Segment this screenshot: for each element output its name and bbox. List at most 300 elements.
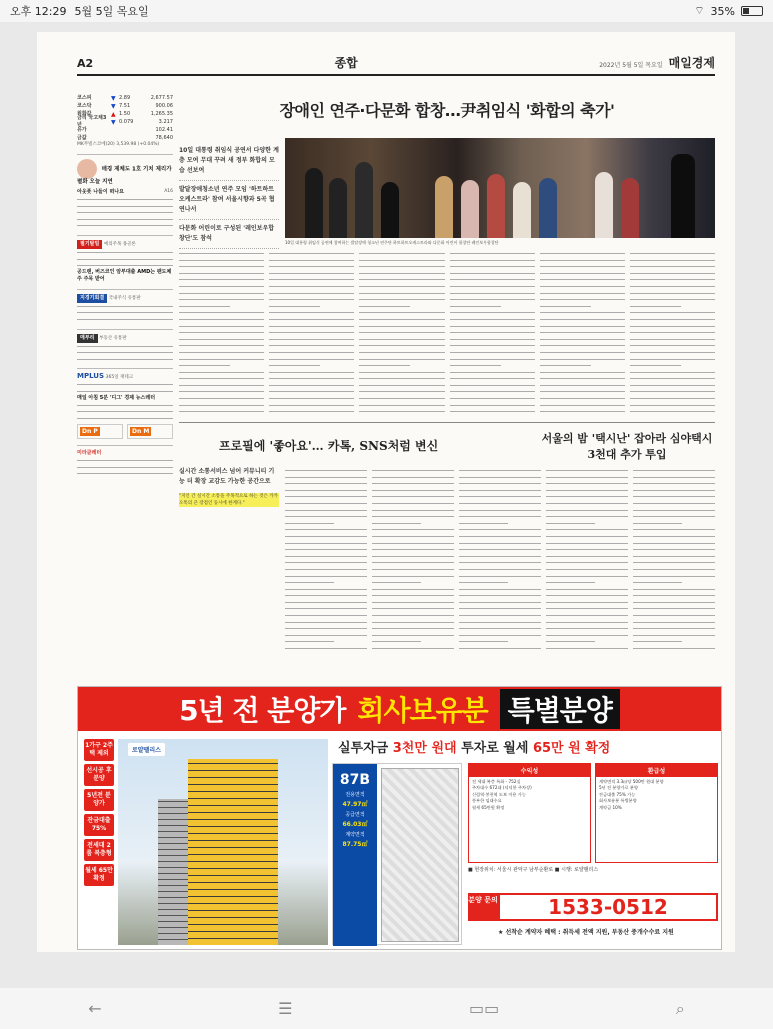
- text-line: [633, 619, 715, 626]
- text-line: [372, 507, 454, 514]
- back-icon[interactable]: ←: [88, 999, 102, 1018]
- plan-drawing: [381, 768, 459, 942]
- text-line: [540, 276, 625, 283]
- text-line: [633, 513, 715, 520]
- wifi-icon: ⌔: [694, 4, 705, 17]
- yield-item: 풍부한 임대수요: [472, 798, 502, 804]
- text-line: [540, 263, 625, 270]
- text-line: [633, 520, 682, 527]
- text-line: [372, 579, 421, 586]
- text-line: [269, 276, 354, 283]
- text-line: [630, 263, 715, 270]
- article-1-photo[interactable]: [285, 138, 715, 238]
- text-line: [540, 316, 625, 323]
- text-line: [372, 566, 454, 573]
- text-line: [372, 592, 454, 599]
- text-line: [546, 638, 595, 645]
- text-line: [372, 533, 454, 540]
- text-line: [285, 599, 367, 606]
- text-line: [630, 283, 715, 290]
- text-line: [285, 592, 367, 599]
- text-line: [372, 586, 454, 593]
- sidebar-block-3: [77, 289, 173, 323]
- text-line: [630, 309, 715, 316]
- text-line: [285, 526, 367, 533]
- yield-item: 주차대수 672대 (넉넉한 주차장): [472, 785, 532, 791]
- text-line: [359, 388, 444, 395]
- text-line: [459, 526, 541, 533]
- text-line: [359, 395, 444, 402]
- status-time: 오후 12:29: [10, 5, 67, 18]
- text-line: [285, 487, 367, 494]
- text-line: [269, 395, 354, 402]
- text-line: [359, 309, 444, 316]
- page-header: [77, 54, 715, 76]
- text-line: [546, 645, 628, 652]
- text-line: [372, 480, 454, 487]
- text-line: [372, 619, 454, 626]
- search-icon[interactable]: ⌕: [675, 998, 685, 1018]
- text-line: [546, 546, 628, 553]
- article-2-subheads: [179, 467, 279, 507]
- badge-3-desc: 부동산 유통판: [99, 335, 127, 341]
- text-line: [459, 513, 541, 520]
- avatar: [77, 159, 97, 179]
- text-line: [450, 375, 535, 382]
- text-line: [179, 303, 230, 310]
- text-line: [633, 612, 715, 619]
- text-line: [630, 336, 715, 343]
- text-line: [372, 467, 454, 474]
- text-line: [372, 605, 454, 612]
- text-line: [546, 586, 628, 593]
- text-line: [372, 559, 454, 566]
- text-line: [372, 553, 454, 560]
- text-line: [269, 375, 354, 382]
- text-line: [372, 513, 454, 520]
- market-row: 코스닥 ▼ 7.51 900.06: [77, 102, 173, 110]
- text-line: [540, 356, 625, 363]
- ad-info: [468, 763, 718, 863]
- text-line: [546, 559, 628, 566]
- text-line: [359, 270, 444, 277]
- main-content: [179, 94, 715, 506]
- text-line: [179, 316, 264, 323]
- text-line: [359, 276, 444, 283]
- text-line: [179, 336, 264, 343]
- text-line: [179, 323, 264, 330]
- text-line: [359, 290, 444, 297]
- ad-title-2: 회사보유분: [357, 694, 488, 727]
- down-arrow-icon: ▼: [111, 118, 116, 126]
- refund-item: 회사보유분 특별분양: [599, 798, 637, 804]
- text-line: [359, 329, 444, 336]
- plan-type: 87B 전용면적 47.97㎡ 공급면적 66.03㎡ 계약면적 87.75㎡: [333, 764, 377, 946]
- text-line: [540, 270, 625, 277]
- text-line: [540, 283, 625, 290]
- text-line: [285, 500, 367, 507]
- spread-view-icon[interactable]: ▭▭: [469, 999, 500, 1018]
- text-line: [269, 329, 354, 336]
- text-line: [459, 500, 541, 507]
- sidebar-block-6: [77, 445, 173, 477]
- text-line: [546, 599, 628, 606]
- text-line: [372, 520, 421, 527]
- text-line: [633, 474, 715, 481]
- text-line: [285, 553, 367, 560]
- text-line: [459, 619, 541, 626]
- text-line: [633, 573, 715, 580]
- newspaper-page[interactable]: [37, 32, 735, 952]
- text-line: [359, 362, 410, 369]
- battery-text: 35%: [710, 4, 735, 18]
- text-line: [179, 382, 264, 389]
- refund-item: 잔금대출 75% 가능: [599, 791, 636, 797]
- text-line: [359, 257, 444, 264]
- text-line: [540, 408, 625, 415]
- text-line: [285, 480, 367, 487]
- ad-floor-plan: [332, 763, 462, 945]
- text-line: [179, 369, 264, 376]
- text-line: [269, 388, 354, 395]
- text-line: [540, 329, 625, 336]
- text-line: [359, 408, 444, 415]
- mplus-desc: 365일 재테크: [105, 375, 134, 381]
- ad-title-3: 특별분양: [500, 689, 620, 729]
- text-line: [633, 605, 715, 612]
- ad-badges: [84, 739, 114, 886]
- page-number: A2: [77, 57, 94, 70]
- down-arrow-icon: ▼: [111, 94, 116, 102]
- text-line: [372, 500, 454, 507]
- text-line: [372, 540, 454, 547]
- ad-footer: ★ 선착순 계약자 혜택 : 취득세 전액 지원, 부동산 중개수수료 지원: [498, 929, 674, 936]
- refund-item: 계약면적 3.3㎡당 500만 원대 분양: [599, 779, 664, 784]
- text-line: [459, 467, 541, 474]
- text-line: [633, 599, 715, 606]
- text-line: [459, 566, 541, 573]
- text-line: [359, 356, 444, 363]
- sidebar-block-4: [77, 329, 173, 363]
- text-line: [285, 533, 367, 540]
- text-line: [285, 632, 367, 639]
- article-1-subheads: [179, 142, 279, 249]
- text-line: [630, 382, 715, 389]
- mplus-headline: 매일 아침 5분 '디그' 경제 뉴스레터: [77, 394, 156, 401]
- text-line: [546, 533, 628, 540]
- logo-dnm: Dn M: [127, 424, 173, 439]
- text-line: [285, 559, 367, 566]
- text-line: [450, 270, 535, 277]
- text-line: [285, 573, 367, 580]
- text-line: [540, 362, 591, 369]
- text-line: [269, 309, 354, 316]
- ad-badge: 5년전 분양가: [84, 789, 114, 811]
- text-line: [546, 526, 628, 533]
- badge-3: 매부리: [77, 334, 98, 343]
- text-line: [359, 316, 444, 323]
- text-line: [630, 276, 715, 283]
- ad-building-image: [118, 739, 328, 945]
- text-line: [459, 599, 541, 606]
- ad-badge: 1가구 2주택 제외: [84, 739, 114, 761]
- sidebar-block-1-page: A16: [164, 189, 173, 194]
- text-line: [269, 283, 354, 290]
- badge-1: 필기탈밀: [77, 240, 102, 249]
- text-line: [633, 480, 715, 487]
- text-line: [630, 349, 715, 356]
- text-line: [630, 257, 715, 264]
- text-line: [450, 263, 535, 270]
- text-line: [633, 645, 715, 652]
- text-line: [285, 645, 367, 652]
- text-line: [546, 566, 628, 573]
- text-line: [372, 573, 454, 580]
- text-line: [359, 283, 444, 290]
- ad-building-name: 로얄팰리스: [128, 743, 165, 756]
- text-line: [179, 257, 264, 264]
- sidebar-block-1-title: 매경 제체도 1호 기치 제리가 펼화 오늘 지연: [77, 166, 172, 185]
- text-line: [630, 290, 715, 297]
- text-line: [269, 296, 354, 303]
- page-list-icon[interactable]: ☰: [278, 999, 293, 1018]
- issue-date: 2022년 5월 5일 목요일: [599, 62, 663, 69]
- text-line: [285, 467, 367, 474]
- text-line: [179, 356, 264, 363]
- text-line: [179, 342, 264, 349]
- text-line: [630, 356, 715, 363]
- refund-item: 계약금 10%: [599, 804, 622, 810]
- text-line: [179, 290, 264, 297]
- text-line: [359, 250, 444, 257]
- text-line: [459, 487, 541, 494]
- advertisement[interactable]: [77, 686, 722, 950]
- text-line: [540, 323, 625, 330]
- logo-dnp: Dn P: [77, 424, 123, 439]
- text-line: [633, 500, 715, 507]
- text-line: [269, 356, 354, 363]
- text-line: [633, 638, 682, 645]
- ad-badge: 전세대 2룸 복층형: [84, 839, 114, 861]
- ad-banner: [78, 687, 721, 731]
- text-line: [546, 579, 595, 586]
- text-line: [630, 369, 715, 376]
- text-line: [269, 382, 354, 389]
- text-line: [450, 388, 535, 395]
- article-1-headline[interactable]: 장애인 연주·다문화 합창…尹취임식 '화합의 축가': [279, 101, 615, 120]
- text-line: [546, 474, 628, 481]
- text-line: [372, 632, 454, 639]
- phone-number[interactable]: 1533-0512: [498, 893, 718, 921]
- refund-item: 5년 전 분양가로 분양: [599, 785, 639, 791]
- text-line: [540, 395, 625, 402]
- text-line: [459, 507, 541, 514]
- text-line: [179, 329, 264, 336]
- text-line: [459, 553, 541, 560]
- text-line: [633, 526, 715, 533]
- text-line: [633, 493, 715, 500]
- text-line: [540, 250, 625, 257]
- text-line: [372, 625, 454, 632]
- badge-1-headline: 공드랜, 버즈코인 암부대출 AMD는 팬도체주 주목 받어: [77, 268, 172, 282]
- text-line: [269, 402, 354, 409]
- status-date: 5월 5일 목요일: [74, 5, 149, 18]
- text-line: [269, 369, 354, 376]
- text-line: [179, 408, 264, 415]
- text-line: [540, 296, 625, 303]
- market-table: [77, 94, 173, 142]
- text-line: [630, 388, 715, 395]
- yield-item: 월세 65만원 확정: [472, 804, 505, 810]
- text-line: [630, 323, 715, 330]
- text-line: [269, 303, 320, 310]
- text-line: [285, 507, 367, 514]
- text-line: [179, 309, 264, 316]
- article-1-subhead: 10일 대통령 취임식 공연서 다양한 계층 모여 무대 꾸려 새 정부 화합의 모습 선보여: [179, 142, 279, 181]
- yield-box: 수익성 전 세대 복층 특화 - 752실 주차대수 672대 (넉넉한 주차장) 신림역·봉천역 도보 이용 가능 풍부한 임대수요 월세 65만원 확정: [468, 763, 591, 863]
- ad-title-1: 5년 전 분양가: [179, 694, 346, 727]
- text-line: [450, 369, 535, 376]
- text-line: [285, 546, 367, 553]
- article-3-headline[interactable]: 서울의 밤 '택시난' 잡아라 심야택시 3천대 추가 투입: [541, 432, 713, 461]
- text-line: [630, 296, 715, 303]
- text-line: [546, 540, 628, 547]
- text-line: [459, 592, 541, 599]
- text-line: [459, 546, 541, 553]
- text-line: [633, 625, 715, 632]
- text-line: [633, 546, 715, 553]
- section-title: 종합: [334, 56, 358, 70]
- text-line: [179, 276, 264, 283]
- text-line: [359, 263, 444, 270]
- articles-2-3: [179, 422, 715, 652]
- text-line: [450, 323, 535, 330]
- text-line: [450, 362, 501, 369]
- text-line: [630, 395, 715, 402]
- text-line: [546, 520, 595, 527]
- text-line: [285, 605, 367, 612]
- text-line: [459, 586, 541, 593]
- text-line: [450, 329, 535, 336]
- text-line: [450, 276, 535, 283]
- text-line: [546, 573, 628, 580]
- text-line: [546, 493, 628, 500]
- text-line: [450, 303, 501, 310]
- text-line: [459, 625, 541, 632]
- article-2-subhead: 실시간 소통서비스 넘어 커뮤니티 기능 더 확장 교감도 가능한 공간으로: [179, 468, 275, 485]
- text-line: [285, 625, 367, 632]
- ad-phone[interactable]: [468, 893, 718, 921]
- text-line: [633, 632, 715, 639]
- text-line: [540, 369, 625, 376]
- text-line: [459, 645, 541, 652]
- text-line: [459, 573, 541, 580]
- battery-icon: [741, 6, 763, 16]
- text-line: [630, 329, 715, 336]
- text-line: [459, 605, 541, 612]
- text-line: [540, 257, 625, 264]
- text-line: [179, 402, 264, 409]
- text-line: [546, 500, 628, 507]
- text-line: [285, 579, 334, 586]
- text-line: [450, 356, 535, 363]
- text-line: [450, 316, 535, 323]
- text-line: [359, 342, 444, 349]
- text-line: [540, 290, 625, 297]
- text-line: [540, 342, 625, 349]
- text-line: [633, 559, 715, 566]
- text-line: [450, 408, 535, 415]
- text-line: [285, 566, 367, 573]
- text-line: [546, 480, 628, 487]
- ad-contact: ■ 현장위치: 서울시 관악구 남부순환로 ■ 시행: 로얄팰리스: [468, 867, 599, 873]
- article-1-subhead: 발달장애청소년 연주 모임 '하트하트오케스트라' 참여 서울시향과 5곡 협연나서: [179, 181, 279, 220]
- article-1-subhead: 다문화 어린이로 구성된 '레인보우합창단'도 참석: [179, 220, 279, 249]
- text-line: [269, 263, 354, 270]
- ad-subtitle: 실투자금 3천만 원대 투자로 월세 65만 원 확정: [338, 741, 611, 756]
- text-line: [540, 336, 625, 343]
- badge-2: 지경기회결: [77, 294, 107, 303]
- text-line: [359, 296, 444, 303]
- text-line: [269, 342, 354, 349]
- text-line: [269, 336, 354, 343]
- text-line: [269, 250, 354, 257]
- text-line: [450, 402, 535, 409]
- text-line: [630, 408, 715, 415]
- text-line: [633, 579, 682, 586]
- text-line: [372, 487, 454, 494]
- text-line: [459, 579, 508, 586]
- text-line: [450, 290, 535, 297]
- text-line: [359, 402, 444, 409]
- badge-1-desc: 예의주목 몽골론: [103, 241, 136, 247]
- sidebar-block-2: [77, 235, 173, 283]
- down-arrow-icon: ▼: [111, 102, 116, 110]
- text-line: [359, 336, 444, 343]
- text-line: [450, 349, 535, 356]
- market-row: 금값 78,640: [77, 134, 173, 141]
- text-line: [359, 303, 410, 310]
- text-line: [546, 553, 628, 560]
- market-row: 금리 국고채3년 ▼ 0.079 3.217: [77, 115, 173, 128]
- badge-2-desc: 국내주식 유통판: [108, 295, 141, 301]
- text-line: [546, 513, 628, 520]
- refund-box: 환급성 계약면적 3.3㎡당 500만 원대 분양 5년 전 분양가로 분양 잔금대출 75% 가능 회사보유분 특별분양 계약금 10%: [595, 763, 718, 863]
- text-line: [450, 395, 535, 402]
- text-line: [459, 632, 541, 639]
- text-line: [459, 638, 508, 645]
- text-line: [269, 270, 354, 277]
- text-line: [450, 257, 535, 264]
- text-line: [633, 586, 715, 593]
- text-line: [285, 474, 367, 481]
- text-line: [633, 553, 715, 560]
- text-line: [179, 270, 264, 277]
- article-2-headline[interactable]: 프로필에 '좋아요'… 카톡, SNS처럼 변신: [219, 439, 439, 453]
- text-line: [546, 507, 628, 514]
- text-line: [459, 520, 508, 527]
- text-line: [372, 526, 454, 533]
- text-line: [372, 493, 454, 500]
- text-line: [546, 625, 628, 632]
- text-line: [630, 250, 715, 257]
- text-line: [540, 349, 625, 356]
- text-line: [179, 388, 264, 395]
- text-line: [359, 349, 444, 356]
- articles-2-3-body: [285, 467, 715, 653]
- text-line: [285, 612, 367, 619]
- text-line: [633, 566, 715, 573]
